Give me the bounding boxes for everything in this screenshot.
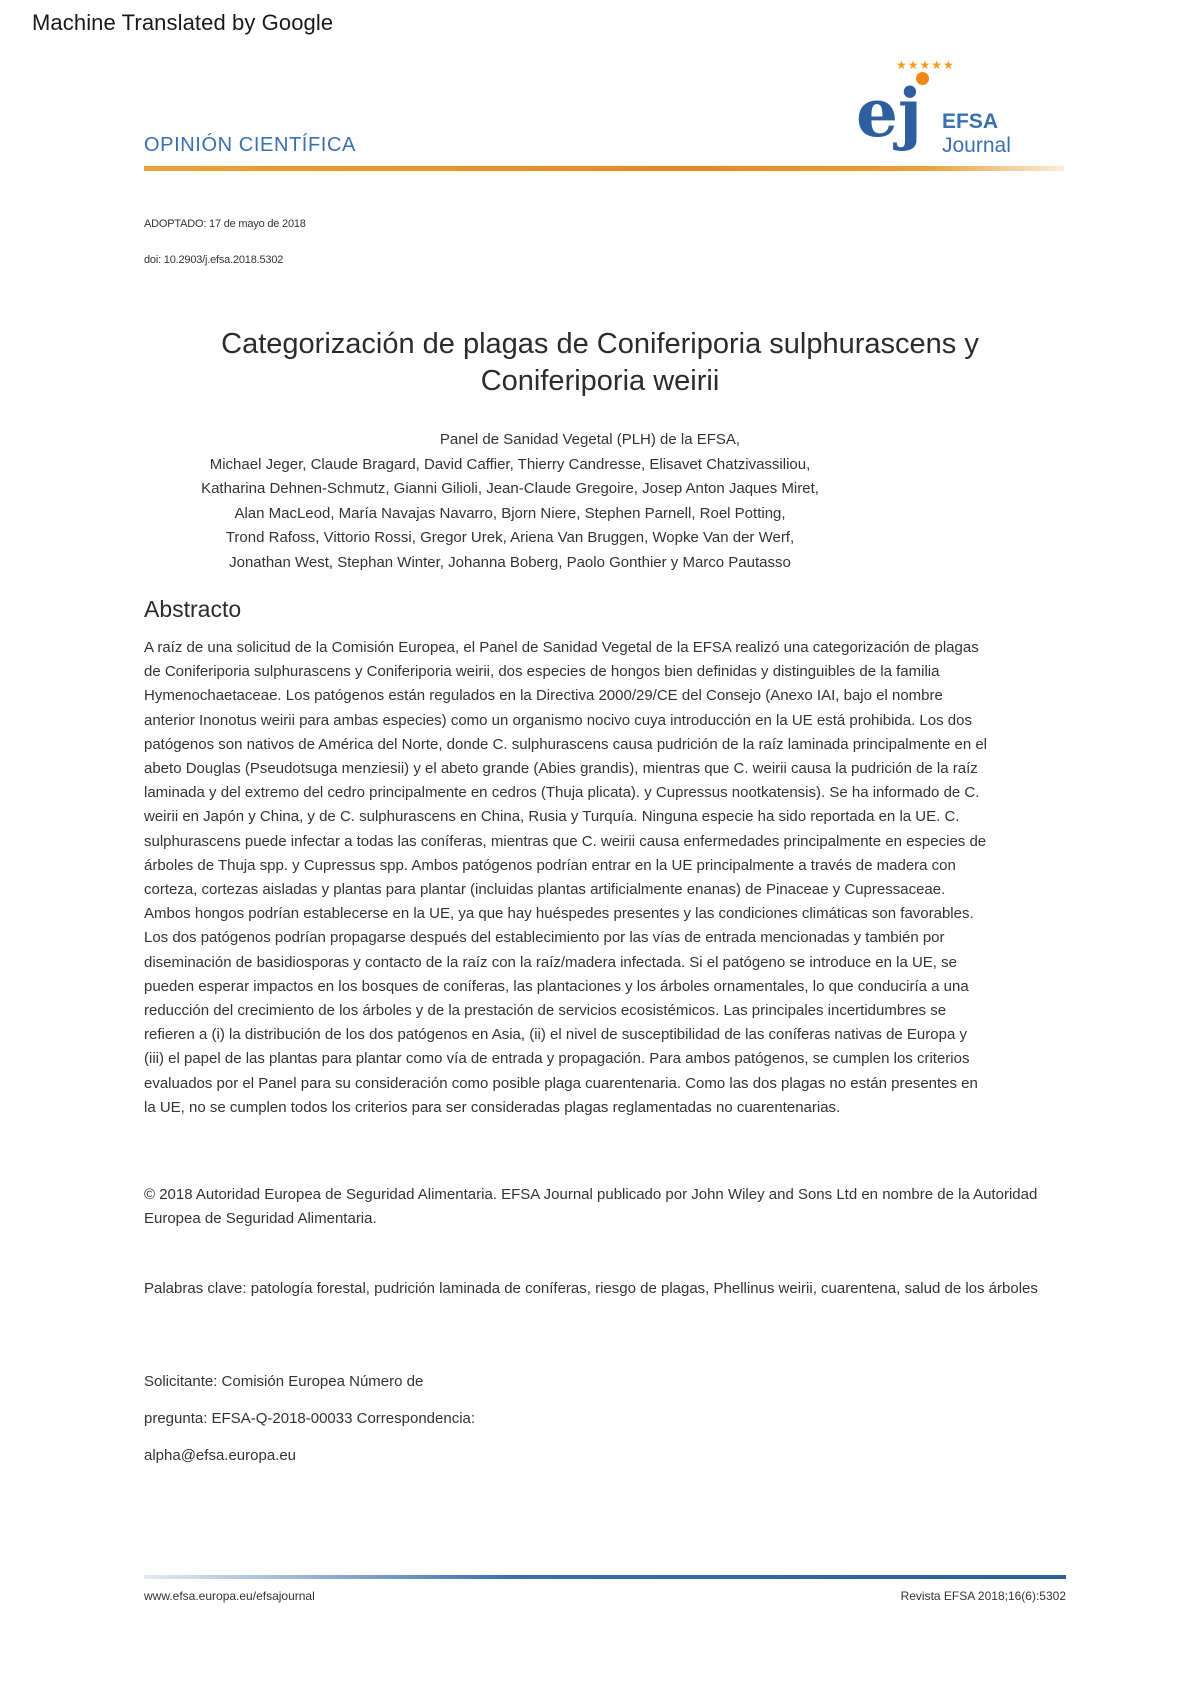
copyright-notice: © 2018 Autoridad Europea de Seguridad Alimentaria. EFSA Journal publicado por John Wiley and Sons Ltd en nombre de la Autoridad Europea de Seguridad Alimentaria. <box>144 1186 1038 1227</box>
author-line: Michael Jeger, Claude Bragard, David Caffier, Thierry Candresse, Elisavet Chatzivassiliou, <box>209 455 811 473</box>
journal-citation: Revista EFSA 2018;16(6):5302 <box>900 1589 1066 1603</box>
abstract-line: Los dos patógenos podrían propagarse después del establecimiento por las vías de entrada mencionadas y también por <box>144 929 945 947</box>
article-title <box>100 326 1100 400</box>
abstract-line: A raíz de una solicitud de la Comisión Europea, el Panel de Sanidad Vegetal de la EFSA realizó una categorización de plagas <box>144 639 979 656</box>
abstract-line: evaluados por el Panel para su consideración como posible plaga cuarentenaria. Como las dos plagas no están presentes en <box>144 1074 978 1092</box>
author-line: Alan MacLeod, María Navajas Navarro, Bjorn Niere, Stephen Parnell, Roel Potting, <box>234 504 786 522</box>
title-line: Coniferiporia weirii <box>480 365 720 397</box>
title-line: Categorización de plagas de Coniferiporia sulphurascens y <box>221 328 979 360</box>
author-line: Jonathan West, Stephan Winter, Johanna Boberg, Paolo Gonthier y Marco Pautasso <box>229 553 791 571</box>
abstract-line: la UE, no se cumplen todos los criterios para ser consideradas plagas reglamentadas no cuarentenarias. <box>144 1098 841 1116</box>
requestor-line: Solicitante: Comisión Europea Número de <box>144 1373 424 1390</box>
abstract-line: pueden esperar impactos en los bosques de coníferas, las plantaciones y los árboles ornamentales, lo que conduciría a una <box>144 977 969 995</box>
abstract-line: corteza, cortezas aisladas y plantas para plantar (incluidas plantas artificialmente enanas) de Pinaceae y Cupressaceae. <box>144 881 946 899</box>
keywords: Palabras clave: patología forestal, pudrición laminada de coníferas, riesgo de plagas, Phellinus weirii, cuarentena, salud de los árboles <box>144 1280 1038 1297</box>
logo-stars-icon: ★★★★★ <box>896 58 955 72</box>
abstract-line: (iii) el papel de las plantas para plantar como vía de entrada y propagación. Para ambos patógenos, se cumplen los criterios <box>144 1050 970 1068</box>
author-line: Katharina Dehnen-Schmutz, Gianni Gilioli, Jean-Claude Gregoire, Josep Anton Jaques Miret, <box>201 480 819 497</box>
abstract-line: patógenos son nativos de América del Norte, donde C. sulphurascens causa pudrición de la raíz laminada principalmente en el <box>144 735 988 753</box>
abstract-heading: Abstracto <box>144 596 242 622</box>
machine-translation-banner: Machine Translated by Google <box>32 10 334 35</box>
abstract-body <box>144 636 1066 1120</box>
abstract-line: sulphurascens puede infectar a todas las coníferas, mientras que C. weirii causa enfermedades principalmente en especies de <box>144 832 987 850</box>
abstract-line: árboles de Thuja spp. y Cupressus spp. Ambos patógenos podrían entrar en la UE principalmente a través de madera con <box>144 856 956 874</box>
section-label: OPINIÓN CIENTÍFICA <box>144 134 356 156</box>
doi: doi: 10.2903/j.efsa.2018.5302 <box>144 254 284 266</box>
journal-url-link[interactable]: www.efsa.europa.eu/efsajournal <box>144 1589 315 1603</box>
correspondence-email: alpha@efsa.europa.eu <box>144 1447 297 1464</box>
question-number-line: pregunta: EFSA-Q-2018-00033 Correspondencia: <box>144 1410 476 1427</box>
author-line: Panel de Sanidad Vegetal (PLH) de la EFSA, <box>439 431 741 448</box>
logo-mark: ej <box>856 74 922 152</box>
logo-journal-name <box>942 110 1066 158</box>
logo-journal-rest: Journal <box>942 134 1011 157</box>
author-list <box>140 428 880 575</box>
logo-journal-bold: EFSA <box>942 110 999 133</box>
abstract-line: refieren a (i) la distribución de los dos patógenos en Asia, (ii) el nivel de susceptibilidad de las coníferas nativas de Europa y <box>144 1026 967 1044</box>
header-rule <box>144 166 1064 171</box>
abstract-line: Ambos hongos podrían establecerse en la UE, ya que hay huéspedes presentes y las condiciones climáticas son favorables. <box>144 905 974 923</box>
abstract-line: anterior Inonotus weirii para ambas especies) como un organismo nocivo cuya introducción en la UE está prohibida. Los dos <box>144 711 972 729</box>
abstract-line: laminada y del extremo del cedro principalmente en cedros (Thuja plicata). y Cupressus nootkatensis). Se ha informado de C. <box>144 784 980 802</box>
adopted-date: ADOPTADO: 17 de mayo de 2018 <box>144 218 306 230</box>
abstract-line: reducción del crecimiento de los árboles y de la prestación de servicios ecosistémicos. Las principales incertidumbres se <box>144 1002 947 1020</box>
abstract-line: de Coniferiporia sulphurascens y Coniferiporia weirii, dos especies de hongos bien definidas y distinguibles de la familia <box>144 663 940 681</box>
abstract-line: diseminación de basidiosporas y contacto de la raíz con la raíz/madera infectada. Si el patógeno se introduce en la UE, se <box>144 953 957 971</box>
abstract-line: Hymenochaetaceae. Los patógenos están regulados en la Directiva 2000/29/CE del Consejo (Anexo IAI, bajo el nombre <box>144 687 943 705</box>
footer-rule <box>144 1575 1066 1579</box>
abstract-line: weirii en Japón y China, y de C. sulphurascens en China, Rusia y Turquía. Ninguna especie ha sido reportada en la UE. C. <box>144 808 960 826</box>
efsa-journal-logo <box>856 58 1066 162</box>
abstract-line: abeto Douglas (Pseudotsuga menziesii) y el abeto grande (Abies grandis), mientras que C. weirii causa la pudrición de la raíz <box>144 760 978 778</box>
author-line: Trond Rafoss, Vittorio Rossi, Gregor Urek, Ariena Van Bruggen, Wopke Van der Werf, <box>225 529 795 546</box>
